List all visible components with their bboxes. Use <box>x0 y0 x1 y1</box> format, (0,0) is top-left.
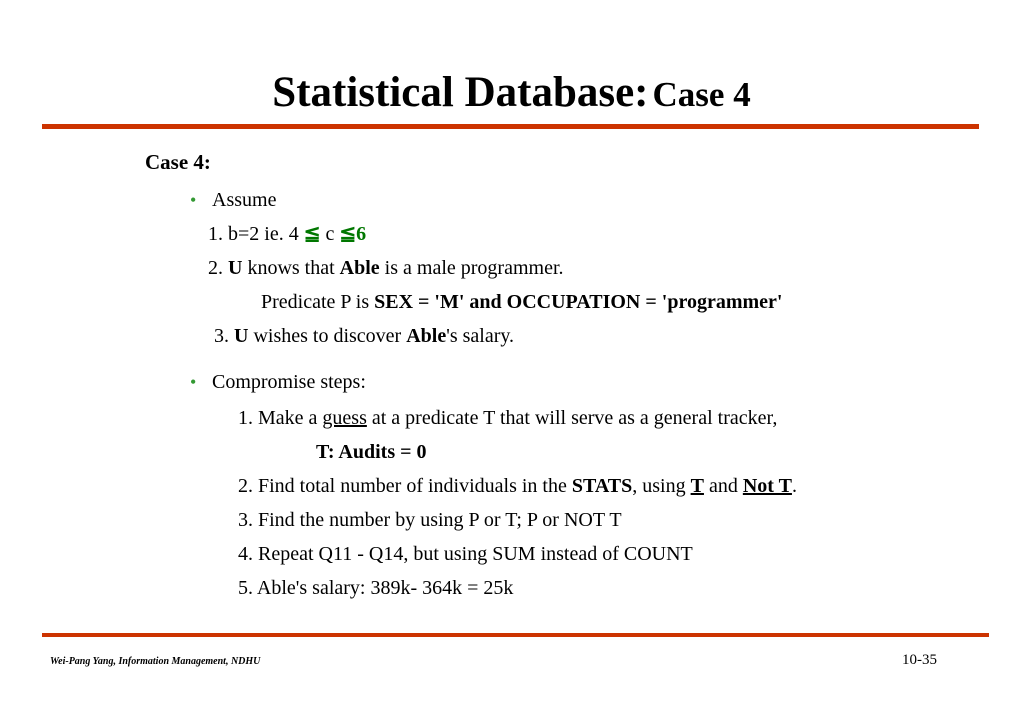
step-2 <box>238 474 797 498</box>
step-1-prefix: 1. Make a <box>238 407 323 429</box>
assume-line-3-num: 3. <box>214 325 234 347</box>
predicate-prefix: Predicate P is <box>261 291 375 313</box>
bottom-divider <box>42 633 989 637</box>
assume-line-1-mid: c <box>320 223 340 245</box>
assume-line-2-mid: knows that <box>242 257 340 279</box>
not-t-word: Not T <box>742 475 792 497</box>
bullet-compromise <box>190 370 366 394</box>
step-2-and: and <box>703 475 743 497</box>
able-name: Able <box>339 257 380 279</box>
step-4: 4. Repeat Q11 - Q14, but using SUM instead of COUNT <box>238 543 693 565</box>
page-number: 10-35 <box>902 652 937 668</box>
assume-line-3 <box>214 324 514 348</box>
assume-line-3-end: 's salary. <box>446 325 515 347</box>
step-2-mid: , using <box>632 475 691 497</box>
bullet-icon: • <box>190 190 197 210</box>
able-name: Able <box>406 325 447 347</box>
user-u: U <box>228 257 243 279</box>
footer-author: Wei-Pang Yang, Information Management, NDHU <box>50 656 261 667</box>
slide-title <box>0 66 1023 129</box>
case-heading: Case 4: <box>145 150 211 174</box>
assume-line-2-num: 2. <box>208 257 228 279</box>
assume-line-1 <box>208 222 366 246</box>
assume-line-2-end: is a male programmer. <box>379 257 564 279</box>
predicate-line <box>261 290 782 314</box>
bullet-assume <box>190 188 276 212</box>
bullet-assume-label: Assume <box>212 189 277 211</box>
step-3: 3. Find the number by using P or T; P or NOT T <box>238 509 622 531</box>
bullet-compromise-label: Compromise steps: <box>212 371 366 393</box>
top-divider <box>42 124 979 129</box>
step-1 <box>238 406 777 430</box>
tracker-predicate: T: Audits = 0 <box>316 441 427 463</box>
assume-line-3-mid: wishes to discover <box>248 325 407 347</box>
stats-word: STATS <box>571 475 633 497</box>
slide-title-main: Statistical Database: <box>272 69 649 116</box>
leq-six: ≦6 <box>339 223 367 245</box>
t-word: T <box>690 475 704 497</box>
step-5: 5. Able's salary: 389k- 364k = 25k <box>238 577 514 599</box>
step-2-end: . <box>791 475 797 497</box>
assume-line-1-text: 1. b=2 ie. 4 <box>208 223 304 245</box>
predicate-expression: SEX = 'M' and OCCUPATION = 'programmer' <box>374 291 783 313</box>
user-u: U <box>234 325 249 347</box>
bullet-icon: • <box>190 372 197 392</box>
assume-line-2 <box>208 256 564 280</box>
leq-symbol: ≦ <box>303 223 321 245</box>
step-1-end: at a predicate T that will serve as a general tracker, <box>366 407 778 429</box>
step-2-prefix: 2. Find total number of individuals in the <box>238 475 572 497</box>
slide-title-sub: Case 4 <box>652 75 751 114</box>
guess-word: guess <box>322 407 367 429</box>
